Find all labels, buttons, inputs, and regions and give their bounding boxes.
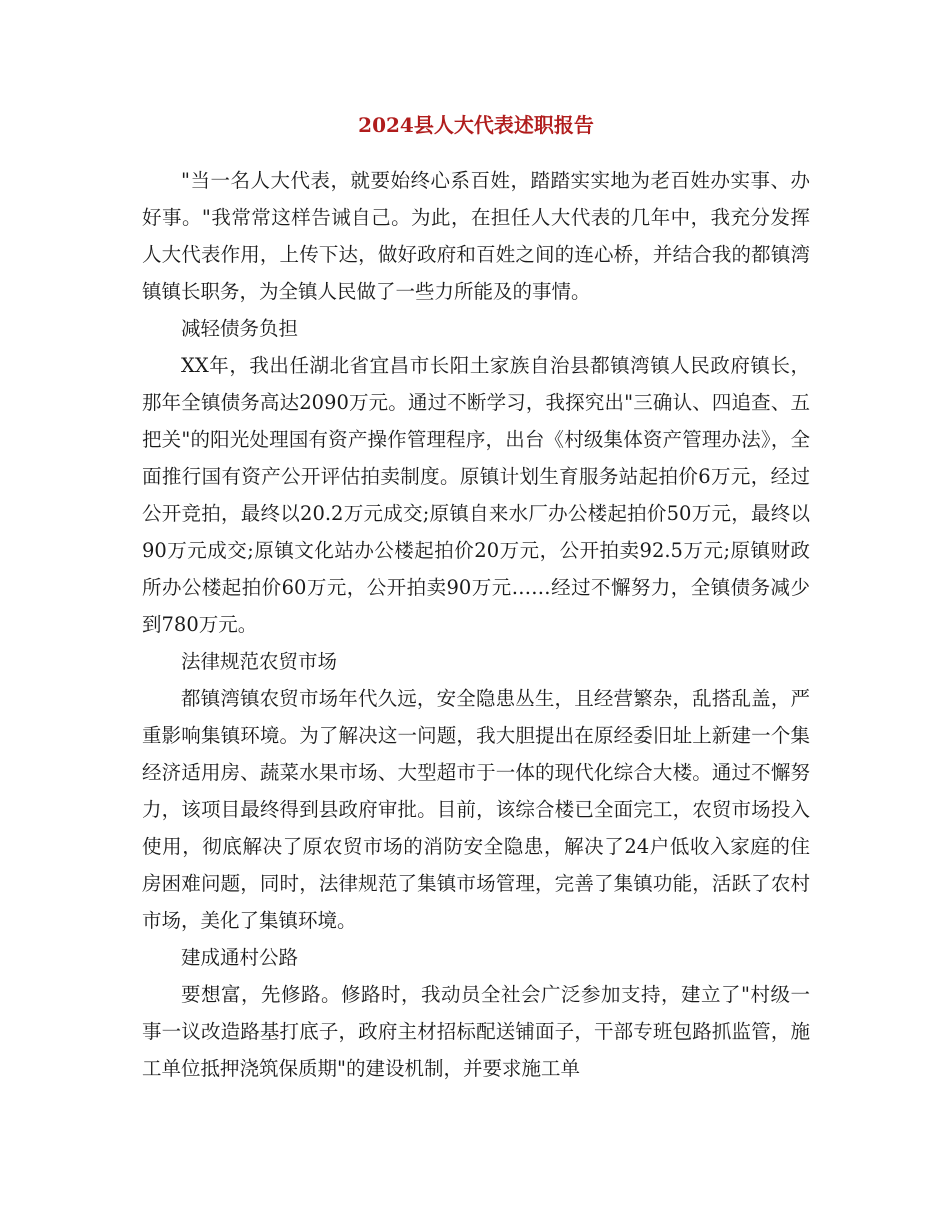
paragraph-road: 要想富，先修路。修路时，我动员全社会广泛参加支持，建立了"村级一事一议改造路基打底子，政府主材招标配送铺面子，干部专班包路抓监管，施工单位抵押浇筑保质期"的建设机制，并要求施工单 <box>142 983 810 1080</box>
paragraph-intro: "当一名人大代表，就要始终心系百姓，踏踏实实地为老百姓办实事、办好事。"我常常这样告诫自己。为此，在担任人大代表的几年中，我充分发挥人大代表作用，上传下达，做好政府和百姓之间的连心桥，并结合我的都镇湾镇镇长职务，为全镇人民做了一些力所能及的事情。 <box>142 169 810 303</box>
document-title: 2024县人大代表述职报告 <box>358 113 594 137</box>
section-heading-market: 法律规范农贸市场 <box>181 650 338 673</box>
document-body <box>142 162 810 1087</box>
paragraph-market: 都镇湾镇农贸市场年代久远，安全隐患丛生，且经营繁杂，乱搭乱盖，严重影响集镇环境。为了解决这一问题，我大胆提出在原经委旧址上新建一个集经济适用房、蔬菜水果市场、大型超市于一体的现代化综合大楼。通过不懈努力，该项目最终得到县政府审批。目前，该综合楼已全面完工，农贸市场投入使用，彻底解决了原农贸市场的消防安全隐患，解决了24户低收入家庭的住房困难问题，同时，法律规范了集镇市场管理，完善了集镇功能，活跃了农村市场，美化了集镇环境。 <box>142 687 810 932</box>
section-heading-road: 建成通村公路 <box>181 946 299 969</box>
paragraph-debt: XX年，我出任湖北省宜昌市长阳土家族自治县都镇湾镇人民政府镇长，那年全镇债务高达2090万元。通过不断学习，我探究出"三确认、四追查、五把关"的阳光处理国有资产操作管理程序，出台《村级集体资产管理办法》，全面推行国有资产公开评估拍卖制度。原镇计划生育服务站起拍价6万元，经过公开竞拍，最终以20.2万元成交;原镇自来水厂办公楼起拍价50万元，最终以90万元成交;原镇文化站办公楼起拍价20万元，公开拍卖92.5万元;原镇财政所办公楼起拍价60万元，公开拍卖90万元……经过不懈努力，全镇债务减少到780万元。 <box>142 354 810 636</box>
section-heading-debt: 减轻债务负担 <box>181 317 299 340</box>
